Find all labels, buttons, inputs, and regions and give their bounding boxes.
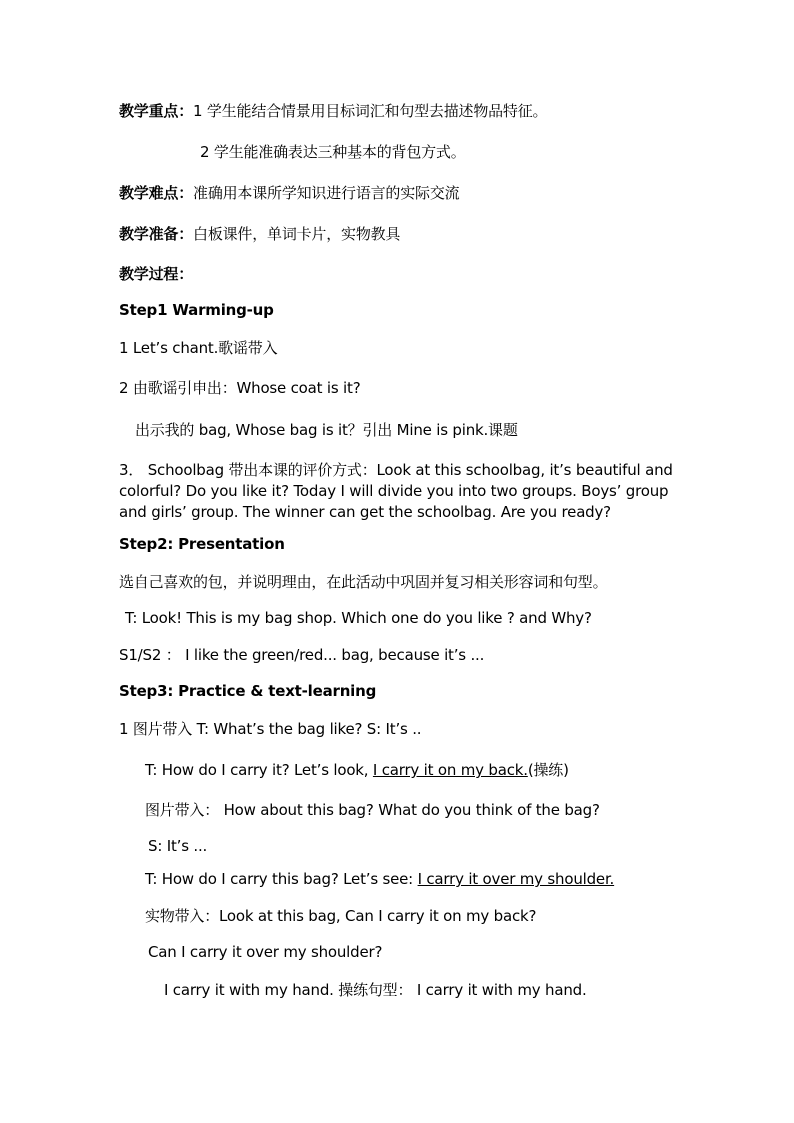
step2-line-2: T: Look! This is my bag shop. Which one do you like ? and Why? xyxy=(125,609,592,627)
step1-line-3: 出示我的 bag, Whose bag is it？引出 Mine is pink.课题 xyxy=(135,421,518,439)
teaching-difficulty-text: 准确用本课所学知识进行语言的实际交流 xyxy=(193,184,460,202)
step2-line-1: 选自己喜欢的包，并说明理由，在此活动中巩固并复习相关形容词和句型。 xyxy=(119,573,608,591)
step3-line-7: Can I carry it over my shoulder? xyxy=(148,943,383,961)
teaching-preparation-line xyxy=(119,224,400,244)
step3-line-5-prefix: T: How do I carry this bag? Let’s see: xyxy=(145,870,418,888)
step3-line-6: 实物带入：Look at this bag, Can I carry it on my back? xyxy=(145,907,537,925)
step3-line-2-prefix: T: How do I carry it? Let’s look, xyxy=(145,761,373,779)
step1-line-2: 2 由歌谣引申出：Whose coat is it? xyxy=(119,379,361,397)
step3-line-5 xyxy=(145,869,614,889)
step3-line-5-underlined: I carry it over my shoulder. xyxy=(417,870,615,888)
teaching-preparation-label: 教学准备： xyxy=(119,225,194,243)
teaching-difficulty-label: 教学难点： xyxy=(119,184,194,202)
step2-line-3: S1/S2 ： I like the green/red... bag, because it’s ... xyxy=(119,646,485,664)
teaching-focus-line-1 xyxy=(119,101,547,121)
step3-line-3: 图片带入： How about this bag? What do you think of the bag? xyxy=(145,801,600,819)
teaching-preparation-text: 白板课件，单词卡片，实物教具 xyxy=(193,225,401,243)
step3-line-1: 1 图片带入 T: What’s the bag like? S: It’s .. xyxy=(119,720,422,738)
teaching-focus-item-1: 1 学生能结合情景用目标词汇和句型去描述物品特征。 xyxy=(193,102,548,120)
teaching-difficulty-line xyxy=(119,183,459,203)
step3-line-2-underlined: I carry it on my back. xyxy=(372,761,528,779)
step3-line-2-suffix: (操练) xyxy=(527,761,569,779)
step1-line-4: 3． Schoolbag 带出本课的评价方式：Look at this schoolbag, it’s beautiful and colorful? Do you like it? Today I will divide you into two groups. Boys’ group and girls’ group. The winner can get the schoolbag. Are you ready? xyxy=(119,461,673,521)
step3-heading: Step3: Practice & text-learning xyxy=(119,682,377,700)
step3-line-4: S: It’s ... xyxy=(148,837,208,855)
step3-line-8: I carry it with my hand. 操练句型： I carry it with my hand. xyxy=(164,981,587,999)
teaching-focus-item-2: 2 学生能准确表达三种基本的背包方式。 xyxy=(200,143,466,161)
teaching-process-label: 教学过程： xyxy=(119,265,194,283)
step1-line-1: 1 Let’s chant.歌谣带入 xyxy=(119,339,278,357)
teaching-focus-label: 教学重点： xyxy=(119,102,194,120)
step1-heading: Step1 Warming-up xyxy=(119,301,274,319)
step2-heading: Step2: Presentation xyxy=(119,535,285,553)
step3-line-2 xyxy=(145,760,569,780)
